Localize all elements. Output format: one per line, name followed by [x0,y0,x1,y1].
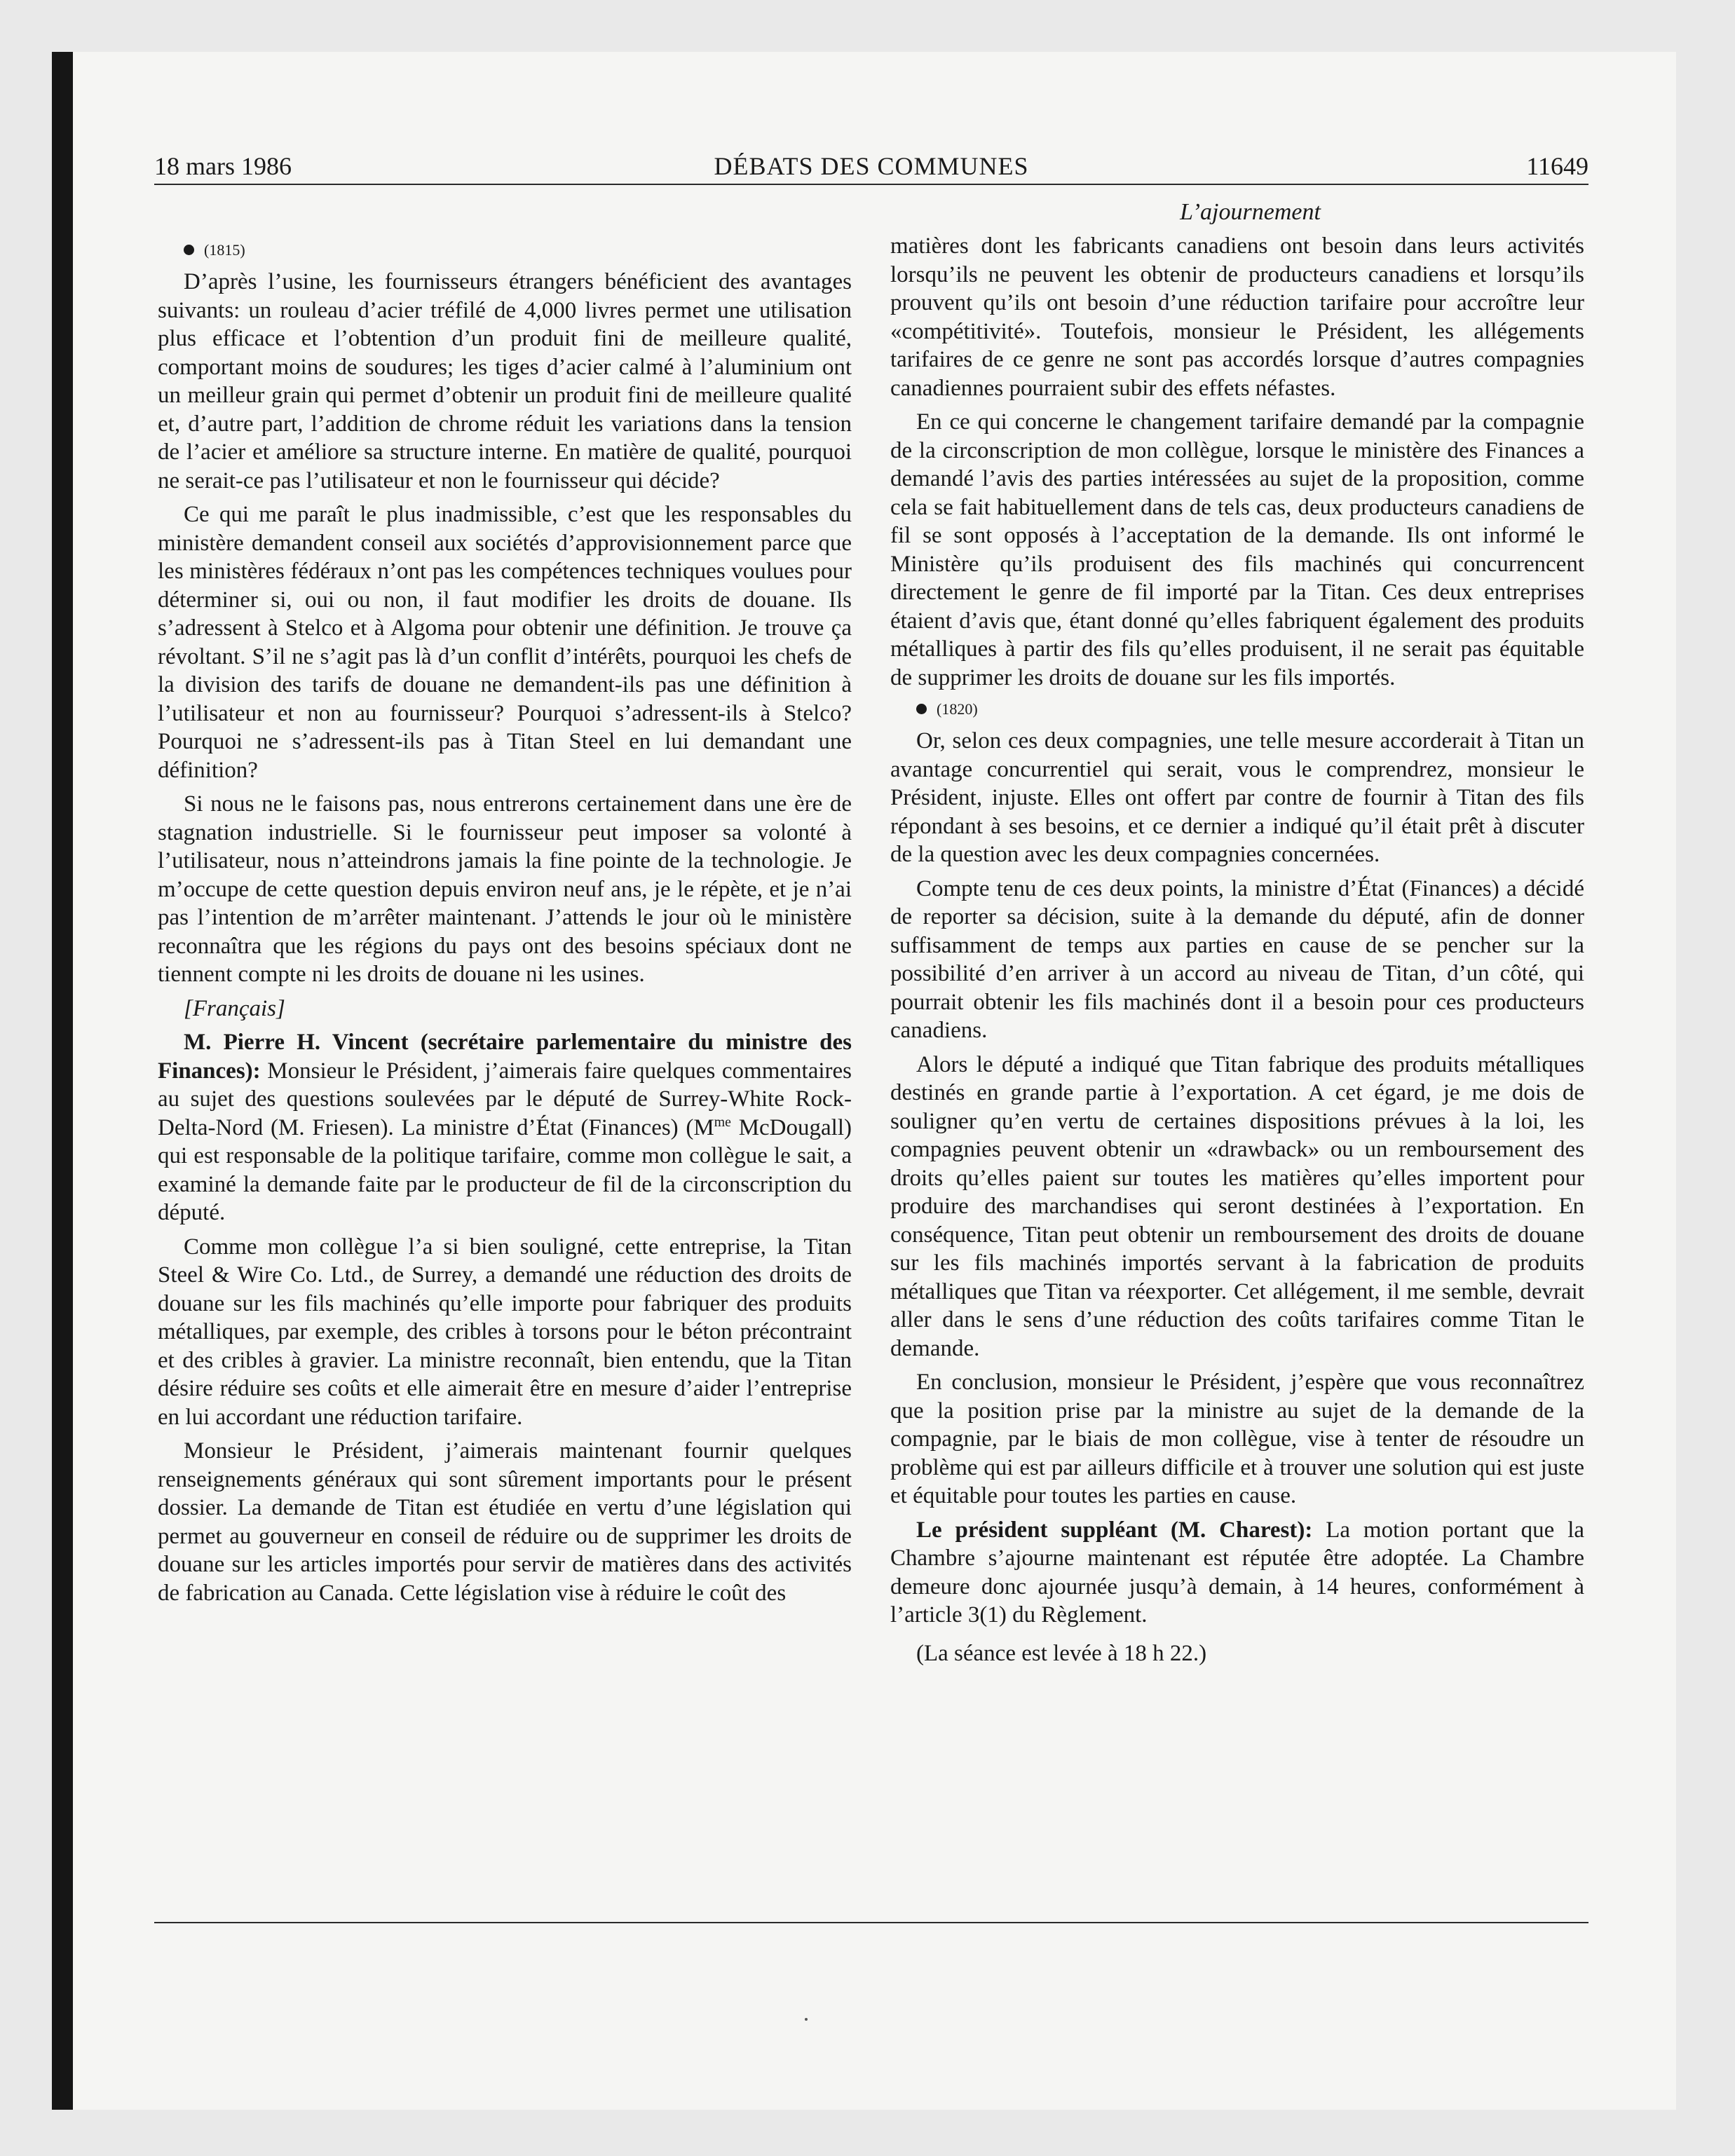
running-head [154,149,1588,184]
paragraph: En conclusion, monsieur le Président, j’espère que vous reconnaîtrez que la position prise par la ministre au sujet de la demande de la compagnie, par le biais de mon collègue, vise à tenter de résoudre un problème qui est par ailleurs difficile et à trouver une solution qui est juste et équitable pour toutes les parties en cause. [890,1370,1584,1508]
closing-note: (La séance est levée à 18 h 22.) [916,1640,1207,1666]
paragraph: Si nous ne le faisons pas, nous entrerons certainement dans une ère de stagnation industrielle. Si le fournisseur peut imposer sa volonté à l’utilisateur, nous n’atteindrons jamais la fine pointe de la technologie. Je m’occupe de cette question depuis environ neuf ans, je le répète, et je n’ai pas l’intention de m’arrêter maintenant. J’attends le jour où le ministère reconnaîtra que les régions du pays ont des besoins spéciaux dont ne tiennent compte ni les droits de douane ni les usines. [158,791,852,987]
paragraph: Comme mon collègue l’a si bien souligné, cette entreprise, la Titan Steel & Wire Co. Ltd., de Surrey, a demandé une réduction des droits de douane sur les fils machinés qu’elle importe pour fabriquer des produits métalliques, par exemple, des cribles à torsons pour le béton précontraint et des cribles à gravier. La ministre reconnaît, bien entendu, que la Titan désire réduire ses coûts et elle aimerait être en mesure d’aider l’entreprise en lui accordant une réduction tarifaire. [158,1234,852,1430]
paragraph: Alors le député a indiqué que Titan fabrique des produits métalliques destinés en grande partie à l’exportation. A cet égard, je me dois de souligner qu’en vertu de certaines dispositions prévues à la loi, les compagnies peuvent obtenir un «drawback» ou un remboursement des droits qu’elles paient sur toutes les matières qu’elles importent pour produire des marchandises qui seront destinées à l’exportation. En conséquence, Titan peut obtenir un remboursement des droits de douane sur les fils machinés importés servant à la fabrication de produits métalliques que Titan va réexporter. Cet allégement, il me semble, devrait aller dans le sens d’une réduction des coûts tarifaires comme Titan le demande. [890,1051,1584,1361]
header-date: 18 mars 1986 [154,152,292,180]
scan-edge-bar [52,52,73,2110]
paragraph: Or, selon ces deux compagnies, une telle mesure accorderait à Titan un avantage concurrentiel qui serait, vous le comprendrez, monsieur le Président, injuste. Elles ont offert par contre de fournir à Titan des fils répondant à ses besoins, et ce dernier a indiqué qu’il était prêt à discuter de la question avec les deux compagnies concernées. [890,728,1584,867]
speaker-name: M. Pierre H. Vincent (secrétaire parlementaire du ministre des Finances): [158,1030,852,1084]
time-marker-label: (1820) [937,700,978,718]
header-title: DÉBATS DES COMMUNES [714,152,1029,180]
section-title: L’ajournement [1180,199,1321,225]
paragraph: Monsieur le Président, j’aimerais maintenant fournir quelques renseignements généraux qui sont sûrement importants pour le présent dossier. La demande de Titan est étudiée en vertu d’une législation qui permet au gouverneur en conseil de réduire ou de supprimer les droits de douane sur les articles importés pour servir de matières dans des activités de fabrication au Canada. Cette législation vise à réduire le coût des [158,1438,852,1606]
time-marker-label: (1815) [204,241,245,259]
speaker-name: Le président suppléant (M. Charest): [916,1517,1313,1543]
bullet-icon [184,245,194,255]
bullet-icon [916,704,927,714]
header-rule [154,184,1588,185]
paragraph-vincent [158,1028,852,1227]
time-marker-1815 [158,238,852,262]
time-marker-1820 [890,697,1584,721]
language-tag: [Français] [184,995,285,1021]
speech-text: McDougall) qui est responsable de la politique tarifaire, comme mon collègue le sait, a examiné la demande faite par le producteur de fil de la circonscription du député. [158,1114,852,1225]
paragraph: matières dont les fabricants canadiens ont besoin dans leurs activités lorsqu’ils ne peuvent les obtenir de producteurs canadiens et lorsqu’ils prouvent qu’ils ont besoin d’une réduction tarifaire pour accroître leur «compétitivité». Toutefois, monsieur le Président, les allégements tarifaires de ce genre ne sont pas accordés lorsque d’autres compagnies canadiennes pourraient subir des effets néfastes. [890,233,1584,401]
paragraph-charest [890,1516,1584,1630]
paragraph: En ce qui concerne le changement tarifaire demandé par la compagnie de la circonscription de mon collègue, lorsque le ministère des Finances a demandé l’avis des parties intéressées au sujet de la proposition, comme cela se fait habituellement dans de tels cas, deux producteurs canadiens de fil se sont opposés à l’acceptation de la demande. Ils ont informé le Ministère qu’ils produisent des fils machinés qui concurrencent directement le genre de fil importé par la Titan. Ces deux entreprises étaient d’avis que, étant donné qu’elles fabriquent également des produits métalliques à partir des fils qu’elles produisent, il ne serait pas équitable de supprimer les droits de douane sur les fils importés. [890,409,1584,690]
paragraph: Ce qui me paraît le plus inadmissible, c’est que les responsables du ministère demandent conseil aux sociétés d’approvisionnement parce que les ministères fédéraux n’ont pas les compétences techniques voulues pour déterminer si, oui ou non, il faut modifier les droits de douane. Ils s’adressent à Stelco et à Algoma pour obtenir une définition. Je trouve ça révoltant. S’il ne s’agit pas là d’un conflit d’intérêts, pourquoi les chefs de la division des tarifs de douane ne demandent-ils pas une définition à l’utilisateur et non au fournisseur? Pourquoi s’adressent-ils à Stelco? Pourquoi ne s’adressent-ils pas à Titan Steel en lui demandant une définition? [158,502,852,783]
scan-speck [805,2018,808,2021]
paragraph: Compte tenu de ces deux points, la ministre d’État (Finances) a décidé de reporter sa décision, suite à la demande du député, afin de donner suffisamment de temps aux parties en cause de se pencher sur la possibilité d’en arriver à un accord au niveau de Titan, d’un côté, qui pourrait obtenir les fils machinés dont il a besoin pour ces producteurs canadiens. [890,875,1584,1043]
superscript: me [714,1114,731,1130]
left-column [158,238,852,1613]
footer-rule [154,1922,1588,1923]
paragraph: D’après l’usine, les fournisseurs étrangers bénéficient des avantages suivants: un rouleau d’acier tréfilé de 4,000 livres permet une utilisation plus efficace et l’obtention d’un produit fini de meilleure qualité, comportant moins de soudures; les tiges d’acier calmé à l’aluminium ont un meilleur grain qui permet d’obtenir un produit fini de meilleure qualité et, d’autre part, l’addition de chrome réduit les variations dans la tension de l’acier et améliore sa structure interne. En matière de qualité, pourquoi ne serait-ce pas l’utilisateur et non le fournisseur qui décide? [158,269,852,493]
speech-text: La motion portant que la Chambre s’ajourne maintenant est réputée être adoptée. La Chambre demeure donc ajournée jusqu’à demain, à 14 heures, conformément à l’article 3(1) du Règlement. [890,1517,1585,1628]
header-page-number: 11649 [1526,152,1588,180]
speech-text: Monsieur le Président, j’aimerais faire quelques commentaires au sujet des questions soulevées par le député de Surrey-White Rock-Delta-Nord (M. Friesen). La ministre d’État (Finances) (M [158,1058,852,1140]
right-column [890,198,1584,1673]
